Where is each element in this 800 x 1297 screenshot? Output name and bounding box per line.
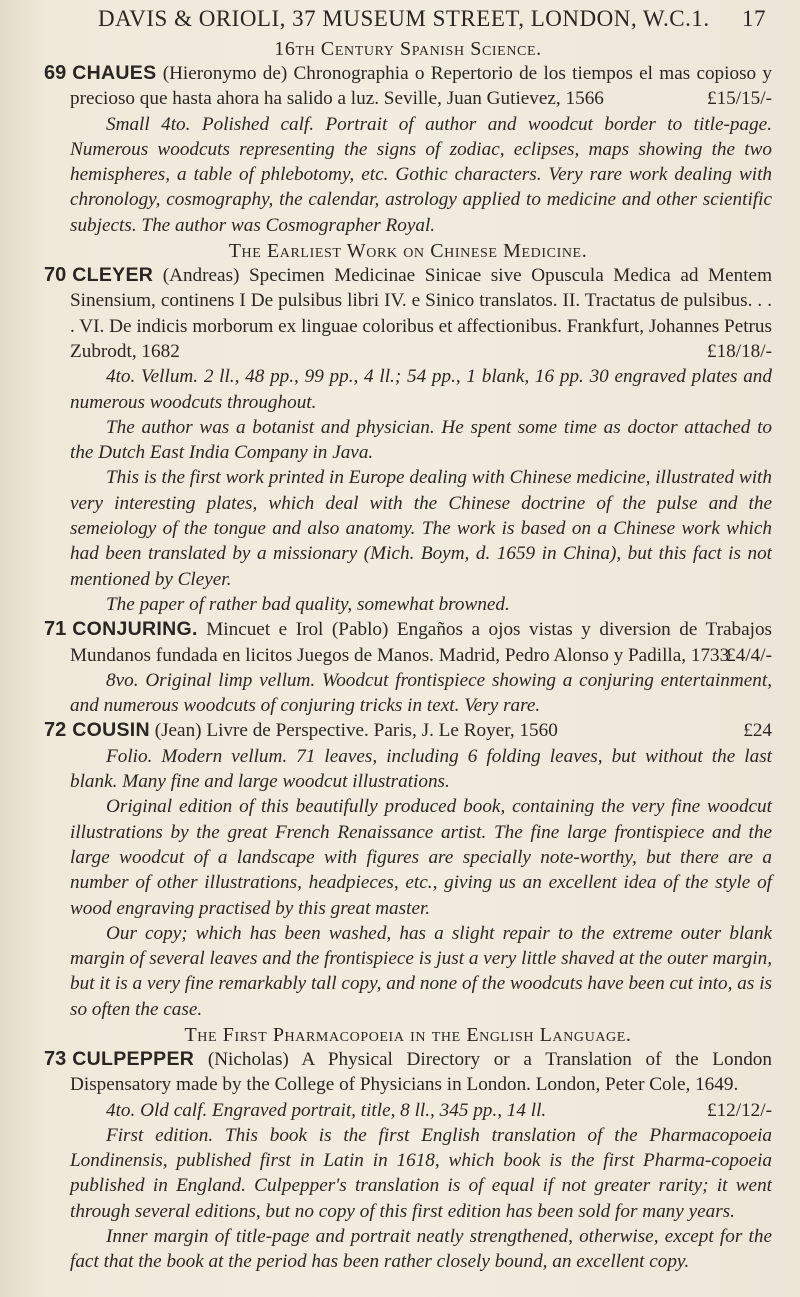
running-head [44,6,772,36]
entry-author: COUSIN [72,719,150,742]
entry-title: (Nicholas) A Physical Directory or a Translation of the London Dispensatory made by the College of Physicians in London. London, Peter Cole, 1649. [70,1048,772,1096]
catalogue-entry [44,239,772,617]
entry-note: 4to. Vellum. 2 ll., 48 pp., 99 pp., 4 ll.; 54 pp., 1 blank, 16 pp. 30 engraved plates and numerous woodcuts throughout. [70,366,772,413]
entry-note: The paper of rather bad quality, somewhat browned. [106,593,510,615]
lot-number: 72 [44,719,67,742]
entry-author: CULPEPPER [72,1047,195,1070]
lot-number: 71 [44,618,67,641]
entry-price: £4/4/- [726,644,772,666]
entry-note: First edition. This book is the first English translation of the Pharmacopoeia Londinensis, published first in Latin in 1618, which book is the first Pharma-copoeia published in England. Culpepper's translation is of equal if not greater rarity; it went through several editions, but no copy of this first edition has been sold for many years. [70,1124,772,1222]
entry-main [44,61,772,112]
entry-title: (Jean) Livre de Perspective. Paris, J. Le Royer, 1560 [154,720,558,742]
page-number: 17 [742,6,766,31]
entry-note: 8vo. Original limp vellum. Woodcut frontispiece showing a conjuring entertainment, and numerous woodcuts of conjuring tricks in text. Very rare. [70,669,772,717]
entry-title: Mincuet e Irol (Pablo) Engaños a ojos vistas y diversion de Trabajos Mundanos fundada en licitos Juegos de Manos. Madrid, Pedro Alonso y Padilla, 1733 [70,619,773,666]
catalogue-entry [44,37,772,238]
entry-note: Folio. Modern vellum. 71 leaves, including 6 folding leaves, but without the last blank. Many fine and large woodcut illustrations. [70,745,772,793]
entry-note: This is the first work printed in Europe dealing with Chinese medicine, illustrated with very interesting plates, which deal with the Chinese doctrine of the pulse and the semeiology of the tongue and also anatomy. The work is based on a Chinese work which had been translated by a missionary (Mich. Boym, d. 1659 in China), but this fact is not mentioned by Cleyer. [70,467,772,590]
entry-author: CLEYER [72,264,154,287]
catalogue-entry [44,1023,772,1275]
entry-note: Original edition of this beautifully produced book, containing the very fine woodcut illustrations by the great French Renaissance artist. The fine large frontispiece and the large woodcut of a landscape with figures are specially note-worthy, but there are a number of other illustrations, headpieces, etc., giving us an excellent idea of the style of wood engraving practised by this great master. [70,796,772,919]
catalogue-entry [44,617,772,718]
entry-note: Small 4to. Polished calf. Portrait of author and woodcut border to title-page. Numerous woodcuts representing the signs of zodiac, eclipses, maps showing the two hemispheres, a table of phlebotomy, etc. Gothic characters. Very rare work dealing with chronology, cosmography, the calendar, astrology applied to medicine and other scientific subjects. The author was Cosmographer Royal. [70,113,772,236]
catalogue-entry [44,718,772,1022]
section-heading: The First Pharmacopoeia in the English Language. [184,1023,632,1046]
entry-main [44,617,772,668]
section-heading: The Earliest Work on Chinese Medicine. [228,240,588,263]
lot-number: 70 [44,264,67,287]
entry-note: Inner margin of title-page and portrait neatly strengthened, otherwise, except for the fact that the book at the period has been rather closely bound, an excellent copy. [70,1226,772,1273]
section-heading: 16th Century Spanish Science. [274,38,542,60]
entry-main [44,718,772,743]
entry-note: Our copy; which has been washed, has a slight repair to the extreme outer blank margin of several leaves and the frontispiece is just a very little shaved at the outer margin, but it is a very fine remarkably tall copy, and none of the woodcuts have been cut into, as is so often the case. [70,922,772,1020]
publisher-address: DAVIS & ORIOLI, 37 MUSEUM STREET, LONDON, W.C.1. [98,6,710,31]
lot-number: 69 [44,62,67,84]
entry-main [44,263,772,364]
entry-price: £24 [743,720,772,742]
entry-title: (Hieronymo de) Chronographia o Repertorio de los tiempos el mas copioso y precioso que hasta ahora ha salido a luz. Seville, Juan Gutievez, 1566 [70,63,773,110]
entry-author: CONJURING. [72,618,198,641]
entry-price: £15/15/- [706,88,772,110]
entry-price: £12/12/- [706,1099,772,1121]
lot-number: 73 [44,1047,67,1070]
entry-note: 4to. Old calf. Engraved portrait, title, 8 ll., 345 pp., 14 ll. [106,1099,547,1121]
entry-title: (Andreas) Specimen Medicinae Sinicae sive Opuscula Medica ad Mentem Sinensium, continens I De pulsibus libri IV. e Sinico translatos. II. Tractatus de pulsibus. . . . VI. De indicis morborum ex linguae coloribus et affectionibus. Frankfurt, Johannes Petrus Zubrodt, 1682 [70,265,772,362]
entry-price: £18/18/- [706,340,772,362]
entry-author: CHAUES [72,62,157,84]
entry-note: The author was a botanist and physician. He spent some time as doctor attached to the Dutch East India Company in Java. [70,416,772,464]
